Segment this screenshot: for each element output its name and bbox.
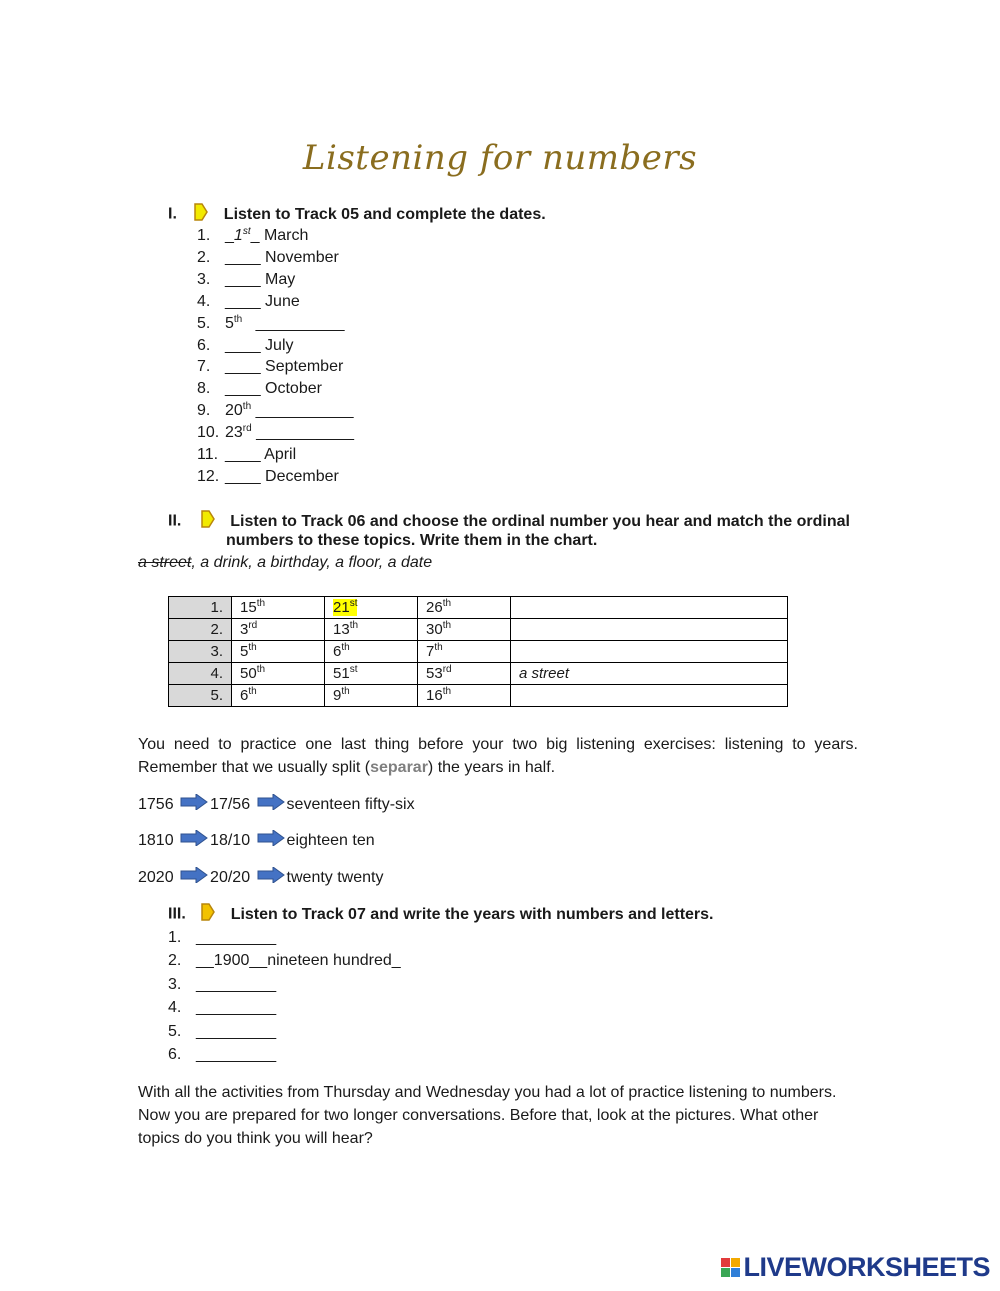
chart-row: [169, 641, 788, 663]
ordinal-cell[interactable]: [325, 619, 418, 641]
ordinal-number: 15: [240, 599, 257, 616]
item-blank[interactable]: __________: [242, 314, 345, 332]
ordinal-value: [240, 665, 265, 682]
page-title: Listening for numbers: [302, 138, 698, 178]
ordinal-number: 7: [426, 643, 435, 660]
ordinal-cell[interactable]: [418, 663, 511, 685]
ordinal-number: 30: [426, 621, 443, 638]
chart-row: [169, 597, 788, 619]
ordinal-cell[interactable]: [325, 597, 418, 619]
chart-row-number: 2.: [169, 619, 232, 641]
topic-cell[interactable]: a street: [511, 663, 788, 685]
ordinal-suffix: th: [349, 620, 359, 631]
year-answer-blank[interactable]: __1900__nineteen hundred_: [196, 952, 401, 970]
section-1-heading: [168, 203, 546, 226]
item-number: 2.: [168, 952, 182, 970]
ordinal-number: 21: [333, 599, 350, 616]
year-number: 2020: [138, 869, 174, 887]
item-text: ____ November: [225, 248, 339, 266]
item-number: 8.: [197, 380, 211, 398]
item-text: 5: [225, 314, 234, 332]
ordinal-suffix: th: [242, 401, 252, 413]
topic-cell[interactable]: [511, 685, 788, 707]
item-number: 3.: [168, 975, 182, 993]
ordinal-value: [333, 643, 350, 660]
years-intro-line2-pre: Remember that we usually split (: [138, 759, 371, 776]
years-intro-line1: You need to practice one last thing before your two big listening exercises: listening to years.: [138, 736, 858, 753]
item-text: ____ June: [225, 292, 300, 310]
date-item: [197, 357, 343, 377]
ordinal-number: 9: [333, 687, 342, 704]
closing-line1: With all the activities from Thursday and Wednesday you had a lot of practice listening to numbers.: [138, 1084, 837, 1101]
ordinal-number: 51: [333, 665, 350, 682]
date-item: [197, 292, 300, 312]
section-3-instruction: Listen to Track 07 and write the years with numbers and letters.: [230, 905, 714, 923]
year-answer-blank[interactable]: _________: [196, 1022, 277, 1040]
item-number: 1.: [168, 929, 182, 946]
section-3-numeral: III.: [168, 905, 186, 923]
year-split: 17/56: [210, 796, 251, 814]
ordinal-value: [426, 687, 451, 704]
section-1-numeral: I.: [168, 205, 177, 223]
ordinal-number: 6: [240, 687, 249, 704]
year-example: [138, 830, 375, 852]
chart-row: [169, 663, 788, 685]
ordinal-value: [333, 687, 350, 704]
item-text: ____ October: [225, 380, 322, 398]
years-intro-line2-post: ) the years in half.: [427, 759, 556, 776]
ordinal-cell[interactable]: [232, 597, 325, 619]
year-words: seventeen fifty-six: [286, 796, 415, 814]
year-item: [168, 998, 276, 1018]
ordinal-value: [333, 621, 358, 638]
date-item: [197, 314, 345, 334]
year-words: twenty twenty: [286, 869, 384, 887]
ordinal-suffix: rd: [442, 664, 452, 675]
audio-play-icon[interactable]: [193, 203, 209, 226]
date-item: [197, 401, 353, 421]
ordinal-suffix: st: [242, 226, 251, 237]
chart-row-number: 4.: [169, 663, 232, 685]
chart-row: [169, 685, 788, 707]
logo-text: LIVEWORKSHEETS: [743, 1252, 990, 1282]
ordinal-cell[interactable]: [232, 619, 325, 641]
ordinal-value: [333, 665, 357, 682]
year-answer-blank[interactable]: _________: [196, 975, 277, 993]
ordinal-suffix: th: [341, 642, 350, 653]
arrow-right-icon: [257, 794, 285, 816]
topic-struck: a street: [138, 554, 192, 571]
item-text: ____ September: [225, 358, 344, 376]
topic-rest: , a drink, a birthday, a floor, a date: [191, 554, 433, 571]
years-intro: [138, 733, 858, 779]
ordinal-value: [240, 621, 257, 638]
audio-play-icon[interactable]: [200, 510, 216, 533]
year-item: [168, 1022, 276, 1042]
ordinal-suffix: st: [349, 664, 358, 675]
item-text: _: [225, 227, 234, 244]
topic-cell[interactable]: [511, 619, 788, 641]
item-text: 20: [225, 402, 243, 420]
ordinal-cell[interactable]: [232, 685, 325, 707]
year-item: [168, 951, 401, 971]
section-1-instruction: Listen to Track 05 and complete the dates.: [223, 205, 546, 223]
item-number: 7.: [197, 358, 211, 376]
item-number: 6.: [197, 336, 211, 354]
ordinal-number: 16: [426, 687, 443, 704]
date-item: [197, 226, 308, 246]
year-answer-blank[interactable]: _________: [196, 999, 277, 1017]
item-blank[interactable]: ___________: [251, 402, 354, 420]
year-item: [168, 975, 276, 995]
topic-list: [138, 554, 432, 572]
date-item: [197, 379, 322, 399]
ordinal-suffix: th: [248, 686, 257, 697]
topic-cell[interactable]: [511, 597, 788, 619]
chart-row-number: 3.: [169, 641, 232, 663]
year-split: 20/20: [210, 869, 251, 887]
item-number: 2.: [197, 248, 211, 266]
item-number: 12.: [197, 467, 220, 485]
ordinal-number: 26: [426, 599, 443, 616]
ordinal-cell[interactable]: [232, 663, 325, 685]
item-number: 10.: [197, 424, 220, 442]
item-number: 5.: [168, 1022, 182, 1040]
ordinal-suffix: th: [341, 686, 350, 697]
date-item: [197, 270, 295, 290]
year-answer-blank[interactable]: _________: [196, 1046, 277, 1063]
ordinal-value: [426, 621, 451, 638]
ordinal-value: [240, 599, 265, 616]
year-example: [138, 867, 383, 889]
ordinal-suffix: th: [256, 598, 266, 609]
item-text: ____ May: [225, 270, 296, 288]
audio-play-icon[interactable]: [200, 903, 216, 926]
ordinal-cell[interactable]: [325, 641, 418, 663]
closing-line2: Now you are prepared for two longer conversations. Before that, look at the pictures. What other: [138, 1107, 819, 1124]
section-2-numeral: II.: [168, 512, 182, 530]
year-number: 1756: [138, 796, 174, 814]
item-number: 5.: [197, 314, 211, 332]
closing-line3: topics do you think you will hear?: [138, 1130, 373, 1147]
ordinal-value: [240, 687, 257, 704]
item-number: 1.: [197, 227, 211, 244]
ordinal-suffix: th: [442, 686, 452, 697]
ordinal-cell[interactable]: [418, 685, 511, 707]
item-number: 3.: [197, 270, 211, 288]
example-answer: 1: [233, 227, 243, 244]
date-item: [197, 467, 339, 487]
year-words: eighteen ten: [286, 832, 375, 850]
years-intro-line2: [138, 756, 858, 779]
section-2-instruction-line1: Listen to Track 06 and choose the ordinal number you hear and match the ordinal: [230, 512, 850, 530]
item-number: 4.: [197, 292, 211, 310]
item-text: 23: [225, 424, 243, 442]
logo-mark-icon: [721, 1258, 740, 1277]
year-item: [168, 928, 276, 948]
closing-paragraph: [138, 1081, 858, 1150]
ordinal-suffix: th: [256, 664, 266, 675]
date-item: [197, 445, 296, 465]
ordinal-number: 5: [240, 643, 249, 660]
year-number: 1810: [138, 832, 174, 850]
ordinal-suffix: th: [233, 313, 243, 325]
year-example: [138, 794, 415, 816]
ordinal-cell[interactable]: [418, 641, 511, 663]
ordinal-cell[interactable]: [232, 641, 325, 663]
chart-row-number: 1.: [169, 597, 232, 619]
ordinal-value: [333, 599, 357, 616]
year-split: 18/10: [210, 832, 251, 850]
ordinal-suffix: th: [442, 598, 452, 609]
ordinal-suffix: th: [434, 642, 443, 653]
ordinal-suffix: th: [442, 620, 452, 631]
ordinal-number: 3: [240, 621, 249, 638]
ordinal-value: [240, 643, 257, 660]
item-text: ____ July: [225, 336, 294, 354]
date-item: [197, 423, 354, 443]
item-number: 11.: [197, 446, 219, 463]
separar-word: separar: [370, 759, 428, 776]
liveworksheets-logo[interactable]: [721, 1252, 990, 1283]
item-number: 6.: [168, 1046, 182, 1063]
arrow-right-icon: [180, 830, 208, 852]
ordinal-value: [426, 665, 452, 682]
item-number: 4.: [168, 999, 182, 1017]
ordinal-number: 50: [240, 665, 257, 682]
chart-row: [169, 619, 788, 641]
section-2-instruction-line2: numbers to these topics. Write them in the chart.: [226, 532, 598, 549]
date-item: [197, 336, 294, 356]
date-item: [197, 248, 339, 268]
arrow-right-icon: [180, 867, 208, 889]
ordinal-suffix: st: [349, 598, 358, 609]
ordinal-suffix: rd: [248, 620, 258, 631]
ordinal-number: 13: [333, 621, 350, 638]
ordinal-chart: [168, 596, 788, 707]
ordinal-suffix: rd: [242, 423, 252, 435]
arrow-right-icon: [180, 794, 208, 816]
item-blank[interactable]: _ March: [250, 227, 309, 244]
item-number: 9.: [197, 402, 211, 420]
ordinal-cell[interactable]: [325, 663, 418, 685]
ordinal-value: [426, 643, 443, 660]
arrow-right-icon: [257, 867, 285, 889]
item-blank[interactable]: ___________: [251, 424, 355, 442]
ordinal-cell[interactable]: [418, 619, 511, 641]
ordinal-value: [426, 599, 451, 616]
arrow-right-icon: [257, 830, 285, 852]
ordinal-number: 6: [333, 643, 342, 660]
section-3-heading: [168, 903, 714, 926]
year-item: [168, 1045, 276, 1065]
item-text: ____ April: [225, 446, 297, 463]
ordinal-suffix: th: [248, 642, 257, 653]
ordinal-cell[interactable]: [325, 685, 418, 707]
topic-cell[interactable]: [511, 641, 788, 663]
year-answer-blank[interactable]: _________: [196, 929, 277, 946]
ordinal-cell[interactable]: [418, 597, 511, 619]
chart-row-number: 5.: [169, 685, 232, 707]
section-2-heading: [168, 510, 850, 533]
ordinal-number: 53: [426, 665, 443, 682]
item-text: ____ December: [225, 467, 339, 485]
